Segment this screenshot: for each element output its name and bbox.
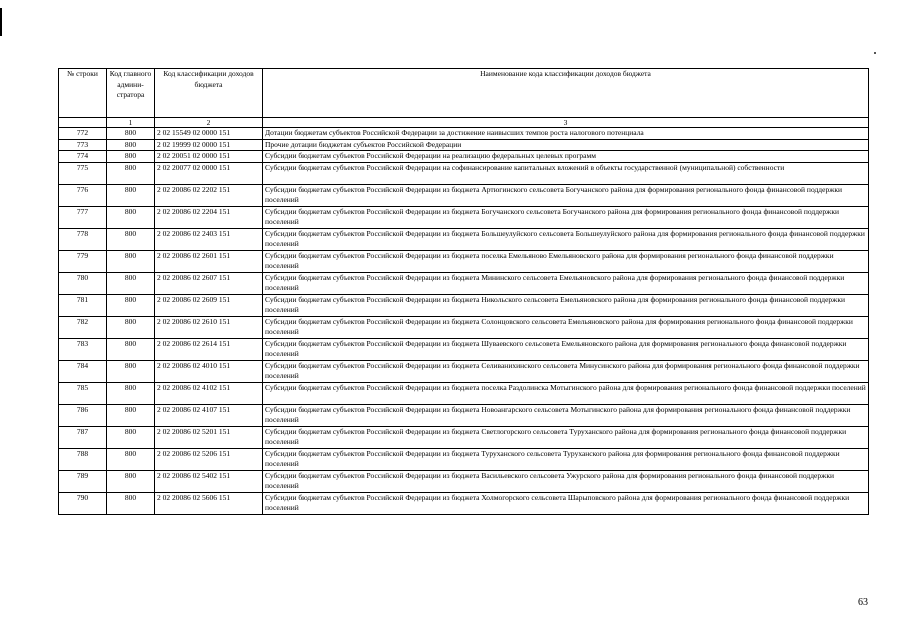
row-number: 779 xyxy=(59,250,107,272)
admin-code: 800 xyxy=(107,250,155,272)
code-name: Субсидии бюджетам субъектов Российской Федерации из бюджета Селиванихинского сельсовета Минусинского района для формирования регионального фонда финансовой поддержки поселений xyxy=(263,360,869,382)
classification-code: 2 02 20086 02 2614 151 xyxy=(155,338,263,360)
code-name: Субсидии бюджетам субъектов Российской Федерации из бюджета Холмогорского сельсовета Шарыповского района для формирования регионального фонда финансовой поддержки поселений xyxy=(263,492,869,514)
row-number: 789 xyxy=(59,470,107,492)
row-number: 776 xyxy=(59,184,107,206)
admin-code: 800 xyxy=(107,272,155,294)
row-number: 786 xyxy=(59,404,107,426)
admin-code: 800 xyxy=(107,492,155,514)
admin-code: 800 xyxy=(107,184,155,206)
classification-code: 2 02 20086 02 2607 151 xyxy=(155,272,263,294)
page-edge-mark xyxy=(0,8,2,36)
table-row xyxy=(59,492,869,514)
admin-code: 800 xyxy=(107,448,155,470)
budget-classification-table xyxy=(58,68,869,515)
row-number: 774 xyxy=(59,151,107,163)
row-number: 783 xyxy=(59,338,107,360)
code-name: Субсидии бюджетам субъектов Российской Федерации из бюджета поселка Емельяново Емельяновского района для формирования регионального фонда финансовой поддержки поселений xyxy=(263,250,869,272)
table-row xyxy=(59,206,869,228)
row-number: 773 xyxy=(59,139,107,151)
classification-code: 2 02 20086 02 2609 151 xyxy=(155,294,263,316)
classification-code: 2 02 20086 02 4102 151 xyxy=(155,382,263,404)
code-name: Субсидии бюджетам субъектов Российской Федерации из бюджета Артюгинского сельсовета Богучанского района для формирования регионального фонда финансовой поддержки поселений xyxy=(263,184,869,206)
classification-code: 2 02 20086 02 5201 151 xyxy=(155,426,263,448)
page-number: 63 xyxy=(858,597,868,608)
row-number: 778 xyxy=(59,228,107,250)
table-row xyxy=(59,228,869,250)
column-number-2: 2 xyxy=(155,118,263,128)
row-number: 787 xyxy=(59,426,107,448)
table-row xyxy=(59,151,869,163)
table-row xyxy=(59,382,869,404)
admin-code: 800 xyxy=(107,470,155,492)
code-name: Субсидии бюджетам субъектов Российской Федерации из бюджета Туруханского сельсовета Туруханского района для формирования регионального фонда финансовой поддержки поселений xyxy=(263,448,869,470)
row-number: 775 xyxy=(59,162,107,184)
row-number: 784 xyxy=(59,360,107,382)
admin-code: 800 xyxy=(107,404,155,426)
header-admin-code: Код главного админи-стратора xyxy=(107,69,155,118)
table-row xyxy=(59,448,869,470)
classification-code: 2 02 20086 02 5606 151 xyxy=(155,492,263,514)
classification-code: 2 02 20077 02 0000 151 xyxy=(155,162,263,184)
row-number: 782 xyxy=(59,316,107,338)
header-code-name: Наименование кода классификации доходов бюджета xyxy=(263,69,869,118)
table-row xyxy=(59,139,869,151)
code-name: Субсидии бюджетам субъектов Российской Федерации из бюджета Богучанского сельсовета Богучанского района для формирования регионального фонда финансовой поддержки поселений xyxy=(263,206,869,228)
table-row xyxy=(59,128,869,140)
scan-speck xyxy=(874,52,876,54)
row-number: 781 xyxy=(59,294,107,316)
code-name: Дотации бюджетам субъектов Российской Федерации за достижение наивысших темпов роста налогового потенциала xyxy=(263,128,869,140)
row-number: 772 xyxy=(59,128,107,140)
code-name: Субсидии бюджетам субъектов Российской Федерации из бюджета Светлогорского сельсовета Туруханского района для формирования регионального фонда финансовой поддержки поселений xyxy=(263,426,869,448)
table-row xyxy=(59,162,869,184)
code-name: Субсидии бюджетам субъектов Российской Федерации из бюджета Мининского сельсовета Емельяновского района для формирования регионального фонда финансовой поддержки поселений xyxy=(263,272,869,294)
classification-code: 2 02 20086 02 4107 151 xyxy=(155,404,263,426)
table-row xyxy=(59,426,869,448)
classification-code: 2 02 20086 02 2202 151 xyxy=(155,184,263,206)
admin-code: 800 xyxy=(107,228,155,250)
admin-code: 800 xyxy=(107,338,155,360)
column-number-row xyxy=(59,118,869,128)
table-row xyxy=(59,404,869,426)
code-name: Прочие дотации бюджетам субъектов Российской Федерации xyxy=(263,139,869,151)
admin-code: 800 xyxy=(107,316,155,338)
table-row xyxy=(59,316,869,338)
table-row xyxy=(59,338,869,360)
admin-code: 800 xyxy=(107,151,155,163)
admin-code: 800 xyxy=(107,360,155,382)
table-header-row xyxy=(59,69,869,118)
classification-code: 2 02 20051 02 0000 151 xyxy=(155,151,263,163)
column-number-3: 3 xyxy=(263,118,869,128)
code-name: Субсидии бюджетам субъектов Российской Федерации из бюджета Новоангарского сельсовета Мотыгинского района для формирования регионального фонда финансовой поддержки поселений xyxy=(263,404,869,426)
classification-code: 2 02 20086 02 2610 151 xyxy=(155,316,263,338)
column-number-blank xyxy=(59,118,107,128)
classification-code: 2 02 20086 02 2601 151 xyxy=(155,250,263,272)
admin-code: 800 xyxy=(107,382,155,404)
table-row xyxy=(59,294,869,316)
code-name: Субсидии бюджетам субъектов Российской Федерации из бюджета Шуваевского сельсовета Емельяновского района для формирования регионального фонда финансовой поддержки поселений xyxy=(263,338,869,360)
table-row xyxy=(59,184,869,206)
column-number-1: 1 xyxy=(107,118,155,128)
classification-code: 2 02 20086 02 2403 151 xyxy=(155,228,263,250)
table-row xyxy=(59,250,869,272)
header-classification-code: Код классификации доходов бюджета xyxy=(155,69,263,118)
table-row xyxy=(59,470,869,492)
table-row xyxy=(59,360,869,382)
admin-code: 800 xyxy=(107,426,155,448)
admin-code: 800 xyxy=(107,139,155,151)
row-number: 790 xyxy=(59,492,107,514)
classification-code: 2 02 20086 02 5402 151 xyxy=(155,470,263,492)
code-name: Субсидии бюджетам субъектов Российской Федерации из бюджета Большеулуйского сельсовета Большеулуйского района для формирования регионального фонда финансовой поддержки поселений xyxy=(263,228,869,250)
admin-code: 800 xyxy=(107,128,155,140)
code-name: Субсидии бюджетам субъектов Российской Федерации из бюджета Никольского сельсовета Емельяновского района для формирования регионального фонда финансовой поддержки поселений xyxy=(263,294,869,316)
code-name: Субсидии бюджетам субъектов Российской Федерации из бюджета поселка Раздолинска Мотыгинского района для формирования регионального фонда финансовой поддержки поселений xyxy=(263,382,869,404)
classification-code: 2 02 15549 02 0000 151 xyxy=(155,128,263,140)
header-row-number: № строки xyxy=(59,69,107,118)
admin-code: 800 xyxy=(107,206,155,228)
classification-code: 2 02 19999 02 0000 151 xyxy=(155,139,263,151)
admin-code: 800 xyxy=(107,162,155,184)
code-name: Субсидии бюджетам субъектов Российской Федерации на софинансирование капитальных вложений в объекты государственной (муниципальной) собственности xyxy=(263,162,869,184)
classification-code: 2 02 20086 02 4010 151 xyxy=(155,360,263,382)
classification-code: 2 02 20086 02 2204 151 xyxy=(155,206,263,228)
code-name: Субсидии бюджетам субъектов Российской Федерации из бюджета Васильевского сельсовета Ужурского района для формирования регионального фонда финансовой поддержки поселений xyxy=(263,470,869,492)
code-name: Субсидии бюджетам субъектов Российской Федерации из бюджета Солонцовского сельсовета Емельяновского района для формирования регионального фонда финансовой поддержки поселений xyxy=(263,316,869,338)
row-number: 777 xyxy=(59,206,107,228)
row-number: 785 xyxy=(59,382,107,404)
table-row xyxy=(59,272,869,294)
classification-code: 2 02 20086 02 5206 151 xyxy=(155,448,263,470)
row-number: 780 xyxy=(59,272,107,294)
row-number: 788 xyxy=(59,448,107,470)
code-name: Субсидии бюджетам субъектов Российской Федерации на реализацию федеральных целевых программ xyxy=(263,151,869,163)
admin-code: 800 xyxy=(107,294,155,316)
